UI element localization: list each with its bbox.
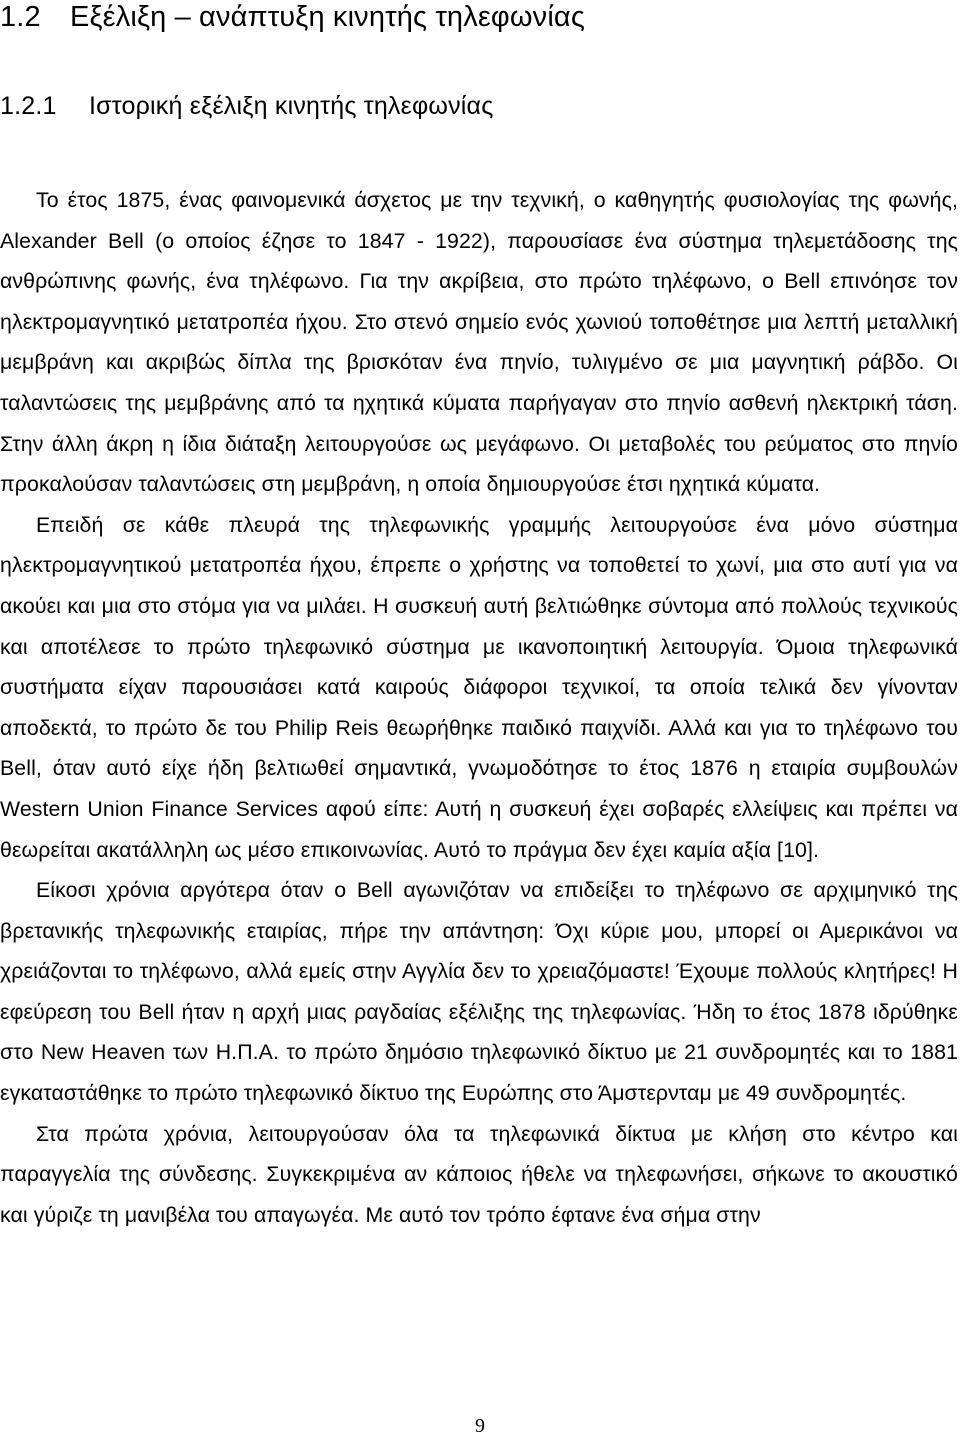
paragraph: Επειδή σε κάθε πλευρά της τηλεφωνικής γραμμής λειτουργούσε ένα μόνο σύστημα ηλεκτρομαγνητικού μετατροπέα ήχου, έπρεπε ο χρήστης να τοποθετεί το χωνί, μια στο αυτί για να ακούει και μια στο στόμα για να μιλάει. Η συσκευή αυτή βελτιώθηκε σύντομα από πολλούς τεχνικούς και αποτέλεσε το πρώτο τηλεφωνικό σύστημα με ικανοποιητική λειτουργία. Όμοια τηλεφωνικά συστήματα είχαν παρουσιάσει κατά καιρούς διάφοροι τεχνικοί, τα οποία τελικά δεν γίνονταν αποδεκτά, το πρώτο δε του Philip Reis θεωρήθηκε παιδικό παιχνίδι. Αλλά και για το τηλέφωνο του Bell, όταν αυτό είχε ήδη βελτιωθεί σημαντικά, γνωμοδότησε το έτος 1876 η εταιρία συμβουλών Western Union Finance Services αφού είπε: Αυτή η συσκευή έχει σοβαρές ελλείψεις και πρέπει να θεωρείται ακατάλληλη ως μέσο επικοινωνίας. Αυτό το πράγμα δεν έχει καμία αξία [10]. (0, 512, 958, 862)
subsection-heading (0, 91, 493, 121)
paragraph: Είκοσι χρόνια αργότερα όταν ο Bell αγωνιζόταν να επιδείξει το τηλέφωνο σε αρχιμηνικό της βρετανικής τηλεφωνικής εταιρίας, πήρε την απάντηση: Όχι κύριε μου, μπορεί οι Αμερικάνοι να χρειάζονται το τηλέφωνο, αλλά εμείς στην Αγγλία δεν το χρειαζόμαστε! Έχουμε πολλούς κλητήρες! Η εφεύρεση του Bell ήταν η αρχή μιας ραγδαίας εξέλιξης της τηλεφωνίας. Ήδη το έτος 1878 ιδρύθηκε στο New Heaven των Η.Π.Α. το πρώτο δημόσιο τηλεφωνικό δίκτυο με 21 συνδρομητές και το 1881 εγκαταστάθηκε το πρώτο τηλεφωνικό δίκτυο της Ευρώπης στο Άμστερνταμ με 49 συνδρομητές. (0, 878, 958, 1106)
subsection-number: 1.2.1 (0, 92, 57, 120)
subsection-title: Ιστορική εξέλιξη κινητής τηλεφωνίας (89, 92, 494, 120)
paragraph: Στα πρώτα χρόνια, λειτουργούσαν όλα τα τηλεφωνικά δίκτυα με κλήση στο κέντρο και παραγγελία της σύνδεσης. Συγκεκριμένα αν κάποιος ήθελε να τηλεφωνήσει, σήκωνε το ακουστικό και γύριζε τη μανιβέλα του απαγωγέα. Με αυτό τον τρόπο έφτανε ένα σήμα στην (0, 1121, 958, 1227)
section-title: Εξέλιξη – ανάπτυξη κινητής τηλεφωνίας (70, 1, 585, 33)
page-number: 9 (475, 1415, 485, 1437)
section-heading (0, 0, 585, 34)
body-text (0, 180, 958, 1235)
section-number: 1.2 (0, 1, 41, 33)
paragraph: Το έτος 1875, ένας φαινομενικά άσχετος με την τεχνική, ο καθηγητής φυσιολογίας της φωνής, Alexander Bell (ο οποίος έζησε το 1847 - 1922), παρουσίασε ένα σύστημα τηλεμετάδοσης της ανθρώπινης φωνής, ένα τηλέφωνο. Για την ακρίβεια, στο πρώτο τηλέφωνο, ο Bell επινόησε τον ηλεκτρομαγνητικό μετατροπέα ήχου. Στο στενό σημείο ενός χωνιού τοποθέτησε μια λεπτή μεταλλική μεμβράνη και ακριβώς δίπλα της βρισκόταν ένα πηνίο, τυλιγμένο σε μια μαγνητική ράβδο. Οι ταλαντώσεις της μεμβράνης από τα ηχητικά κύματα παρήγαγαν στο πηνίο ασθενή ηλεκτρική τάση. Στην άλλη άκρη η ίδια διάταξη λειτουργούσε ως μεγάφωνο. Οι μεταβολές του ρεύματος στο πηνίο προκαλούσαν ταλαντώσεις στη μεμβράνη, η οποία δημιουργούσε έτσι ηχητικά κύματα. (0, 188, 958, 497)
